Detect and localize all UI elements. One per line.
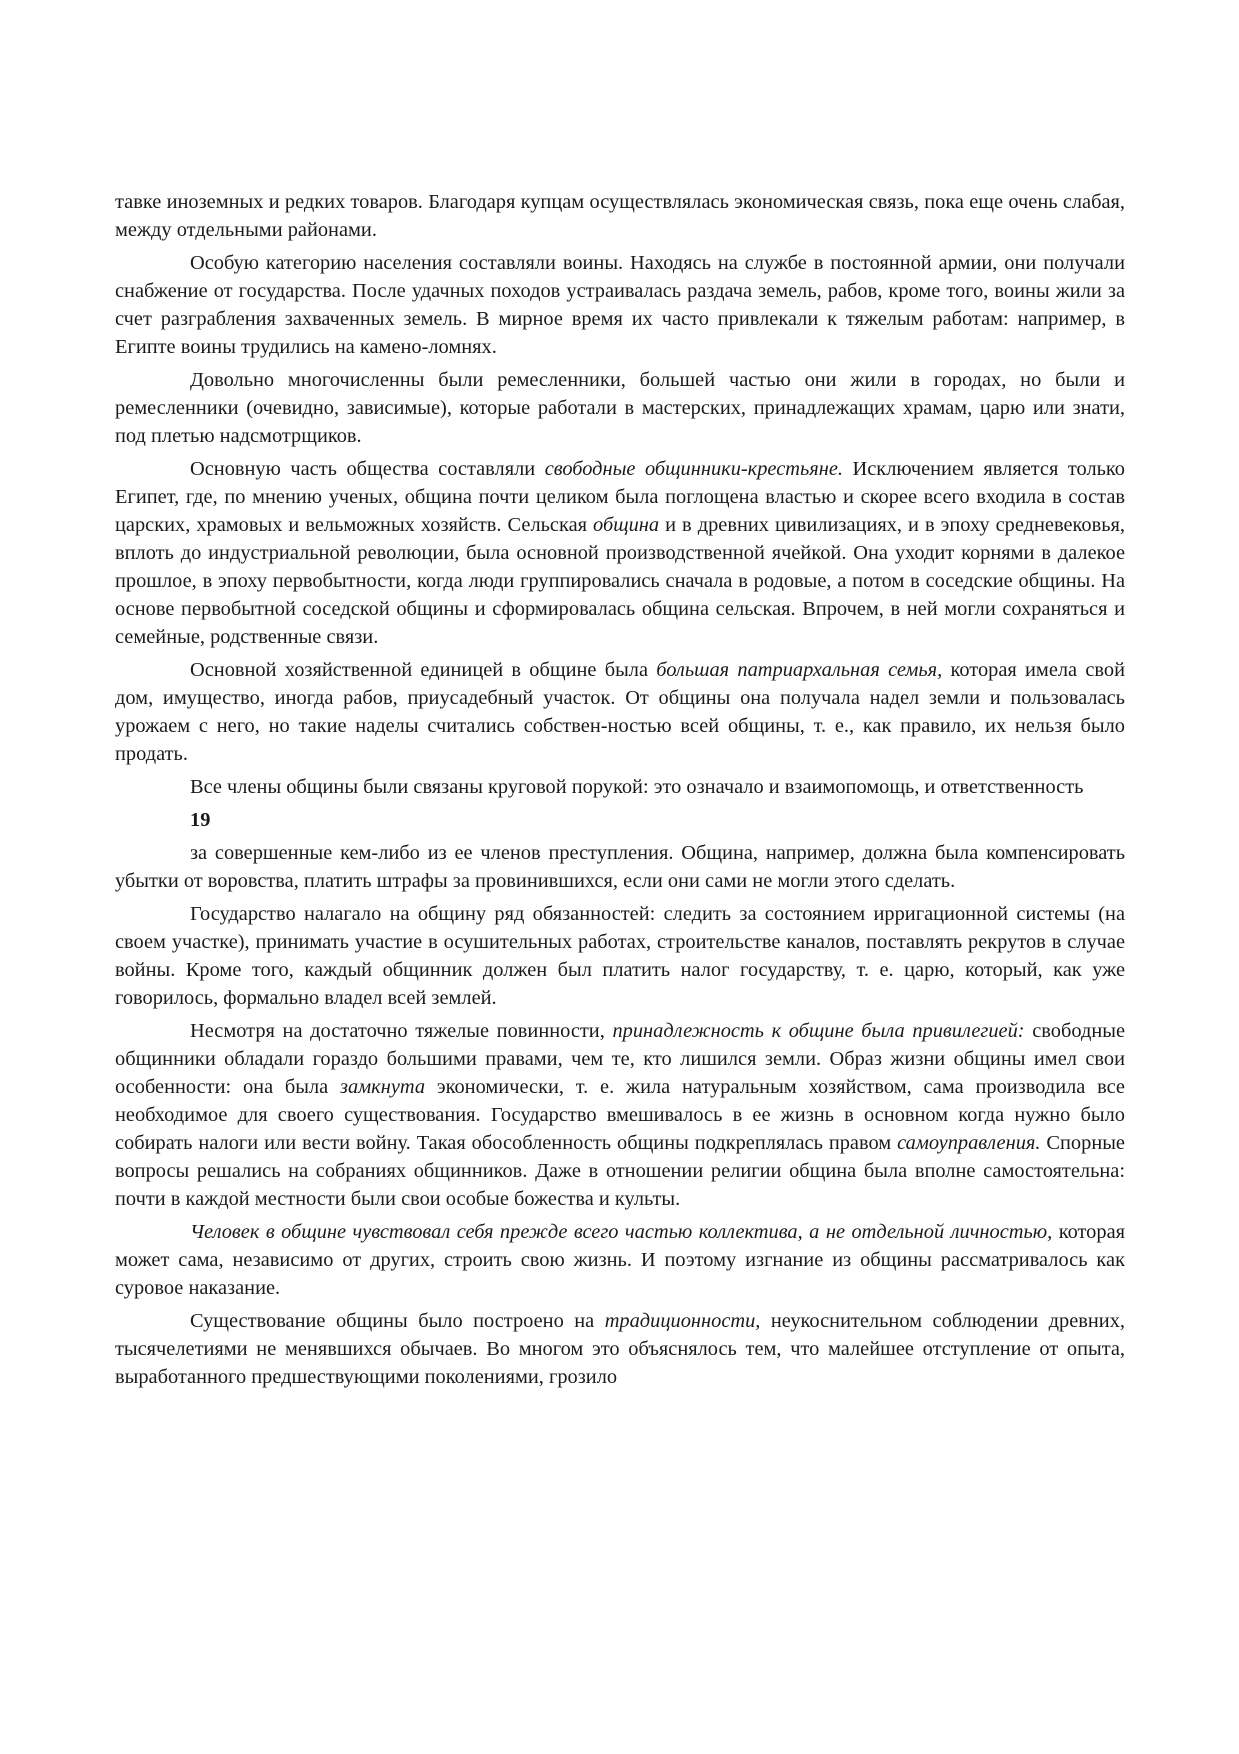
text-run: Особую категорию населения составляли воины. Находясь на службе в постоянной армии, они получали снабжение от государства. После удачных походов устраивалась раздача земель, рабов, кроме того, воины жили за счет разграбления захваченных земель. В мирное время их часто привлекали к тяжелым работам: например, в Египте воины трудились на камено-ломнях. [115,252,1125,358]
paragraph [115,773,1125,801]
paragraph [115,1218,1125,1302]
italic-text-run: свободные общинники-крестьяне. [544,458,843,480]
text-run: Исключением является только Египет, где, по мнению ученых, община почти целиком была поглощена властью и скорее всего входила в состав царских, храмовых и вельможных хозяйств. Сельская [115,458,1125,536]
paragraph [115,1307,1125,1391]
italic-text-run: Человек в общине чувствовал себя прежде всего частью коллектива, а не отдельной личностью, [190,1221,1053,1243]
document-page [115,188,1125,1396]
text-run: Существование общины было построено на [190,1310,605,1332]
text-run: которая имела свой дом, имущество, иногда рабов, приусадебный участок. От общины она получала надел земли и пользовалась урожаем с него, но такие наделы считались собствен-ностью всей общины, т. е., как правило, их нельзя было продать. [115,659,1125,765]
paragraph [115,366,1125,450]
text-run: Все члены общины были связаны круговой порукой: это означало и взаимопомощь, и ответственность [190,776,1084,798]
page-number: 19 [190,809,211,831]
text-run: экономически, т. е. жила натуральным хозяйством, сама производила все необходимое для своего существования. Государство вмешивалось в ее жизнь в основном когда нужно было собирать налоги или вести войну. Такая обособленность общины подкреплялась правом [115,1076,1125,1154]
text-run: которая может сама, независимо от других, строить свою жизнь. И поэтому изгнание из общины рассматривалось как суровое наказание. [115,1221,1125,1299]
text-run: за совершенные кем-либо из ее членов преступления. Община, например, должна была компенсировать убытки от воровства, платить штрафы за провинившихся, если они сами не могли этого сделать. [115,842,1125,892]
text-run: Основную часть общества составляли [190,458,545,480]
text-run: неукоснительном соблюдении древних, тысячелетиями не менявшихся обычаев. Во многом это объяснялось тем, что малейшее отступление от опыта, выработанного предшествующими поколениями, грозило [115,1310,1125,1388]
paragraph [115,900,1125,1012]
paragraph [115,455,1125,651]
text-run: тавке иноземных и редких товаров. Благодаря купцам осуществлялась экономическая связь, пока еще очень слабая, между отдельными районами. [115,191,1125,241]
text-run: Довольно многочисленны были ремесленники, большей частью они жили в городах, но были и ремесленники (очевидно, зависимые), которые работали в мастерских, принадлежащих храмам, царю или знати, под плетью надсмотрщиков. [115,369,1125,447]
italic-text-run: большая патриархальная семья, [656,659,943,681]
italic-text-run: самоуправления. [897,1132,1041,1154]
text-run: и в древних цивилизациях, и в эпоху средневековья, вплоть до индустриальной революции, была основной производственной ячейкой. Она уходит корнями в далекое прошлое, в эпоху первобытности, когда люди группировались сначала в родовые, а потом в соседские общины. На основе первобытной соседской общины и сформировалась община сельская. Впрочем, в ней могли сохраняться и семейные, родственные связи. [115,514,1125,648]
italic-text-run: традиционности, [604,1310,761,1332]
italic-text-run: община [593,514,660,536]
italic-text-run: принадлежность к общине была привилегией: [612,1020,1025,1042]
text-run: свободные общинники обладали гораздо большими правами, чем те, кто лишился земли. Образ жизни общины имел свои особенности: она была [115,1020,1125,1098]
italic-text-run: замкнута [340,1076,426,1098]
text-run: Спорные вопросы решались на собраниях общинников. Даже в отношении религии община была вполне самостоятельна: почти в каждой местности были свои особые божества и культы. [115,1132,1125,1210]
paragraph [115,249,1125,361]
text-run: Основной хозяйственной единицей в общине была [190,659,657,681]
text-run: Государство налагало на общину ряд обязанностей: следить за состоянием ирригационной системы (на своем участке), принимать участие в осушительных работах, строительстве каналов, поставлять рекрутов в случае войны. Кроме того, каждый общинник должен был платить налог государству, т. е. царю, который, как уже говорилось, формально владел всей землей. [115,903,1125,1009]
paragraph [115,188,1125,244]
paragraph [115,839,1125,895]
paragraph [115,656,1125,768]
paragraph [115,1017,1125,1213]
text-run: Несмотря на достаточно тяжелые повинности, [190,1020,613,1042]
